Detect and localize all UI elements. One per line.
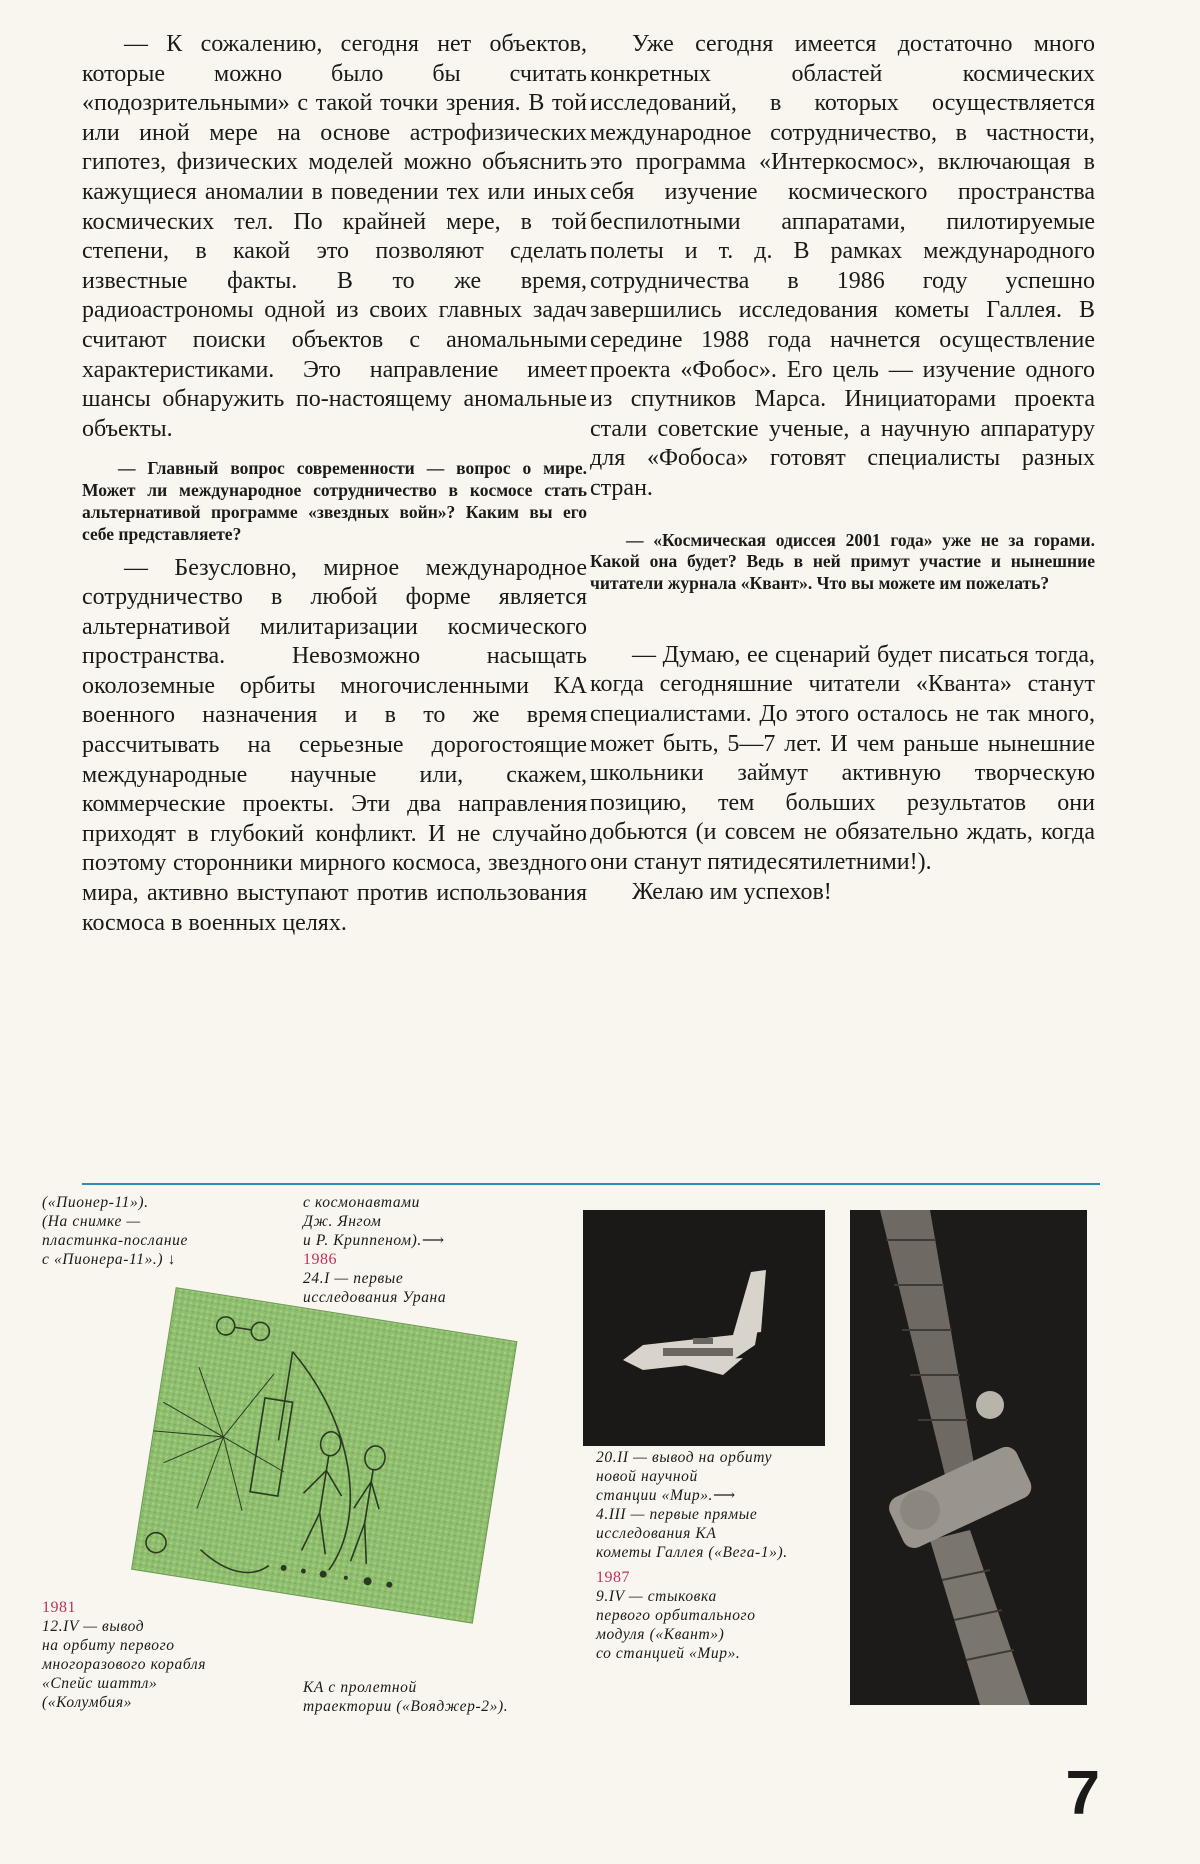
page-number: 7: [1065, 1759, 1100, 1828]
kvant-docking-caption: 9.IV — стыковка первого орбитального модуля («Квант») со станцией «Мир».: [596, 1588, 756, 1662]
shuttle-photo: [583, 1210, 825, 1446]
voyager-caption: КА с пролетной траектории («Вояджер-2»).: [303, 1679, 509, 1715]
answer-paragraph-1: — К сожалению, сегодня нет объектов, которые можно было бы считать «подозрительными» с такой точки зрения. В той или иной мере на основе астрофизических гипотез, физических моделей можно объяснить кажущиеся аномалии в поведении тех или иных космических тел. По крайней мере, в той степени, в какой это позволяют сделать известные факты. В то же время, радиоастрономы одной из своих главных задач считают поиски объектов с аномальными характеристиками. Это направление имеет шансы обнаружить по-настоящему аномальные объекты.: [82, 31, 587, 442]
answer-paragraph-future: — Думаю, ее сценарий будет писаться тогда, когда сегодняшние читатели «Кванта» станут специалистами. До этого осталось не так много, может быть, 5—7 лет. И чем раньше нынешние школьники займут активную творческую позицию, тем больших результатов они добьются (и совсем не обязательно ждать, когда они станут пятидесятилетними!).: [590, 641, 1095, 876]
pioneer-caption: («Пионер-11»). (На снимке — пластинка-послание с «Пионера-11».) ↓: [42, 1194, 188, 1268]
shuttle-image: [583, 1210, 825, 1446]
question-odyssey: — «Космическая одиссея 2001 года» уже не за горами. Какой она будет? Ведь в ней примут участие и нынешние читатели журнала «Квант». Что вы можете им пожелать?: [590, 529, 1095, 594]
year-1981: 1981: [42, 1599, 76, 1616]
left-column: [82, 30, 587, 938]
right-column: [590, 30, 1095, 907]
pioneer-plaque-photo: [45, 1285, 565, 1645]
cosmonauts-caption: с космонавтами Дж. Янгом и Р. Криппеном).⟶: [303, 1194, 445, 1249]
year-1986: 1986: [303, 1251, 337, 1268]
closing-wish: Желаю им успехов!: [632, 878, 832, 905]
shuttle-launch-caption: 12.IV — вывод на орбиту первого многоразового корабля «Спейс шаттл» («Колумбия»: [42, 1618, 207, 1711]
section-divider: [82, 1183, 1100, 1185]
mir-station-photo: [850, 1210, 1087, 1705]
mir-launch-caption: 20.II — вывод на орбиту новой научной станции «Мир».⟶ 4.III — первые прямые исследования КА кометы Галлея («Вега-1»).: [596, 1449, 788, 1561]
uranus-caption: 24.I — первые исследования Урана: [303, 1270, 447, 1306]
answer-paragraph-2: — Безусловно, мирное международное сотрудничество в любой форме является альтернативой милитаризации космического пространства. Невозможно насыщать околоземные орбиты многочисленными КА военного назначения и в то же время рассчитывать на серьезные дорогостоящие международные научные или, скажем, коммерческие проекты. Эти два направления приходят в глубокий конфликт. И не случайно поэтому сторонники мирного космоса, звездного мира, активно выступают против использования космоса в военных целях.: [82, 554, 587, 936]
question-peace: — Главный вопрос современности — вопрос о мире. Может ли международное сотрудничество в космосе стать альтернативой программе «звездных войн»? Каким вы его себе представляете?: [82, 458, 587, 544]
pioneer-plaque-image: [45, 1285, 565, 1645]
year-1987: 1987: [596, 1569, 630, 1586]
mir-station-image: [850, 1210, 1087, 1705]
cooperation-paragraph: Уже сегодня имеется достаточно много конкретных областей космических исследований, в которых осуществляется международное сотрудничество, в частности, это программа «Интеркосмос», включающая в себя изучение космического пространства беспилотными аппаратами, пилотируемые полеты и т. д. В рамках международного сотрудничества в 1986 году успешно завершились исследования кометы Галлея. В середине 1988 года начнется осуществление проекта «Фобос». Его цель — изучение одного из спутников Марса. Инициаторами проекта стали советские ученые, а научную аппаратуру для «Фобоса» готовят специалисты разных стран.: [590, 31, 1095, 501]
